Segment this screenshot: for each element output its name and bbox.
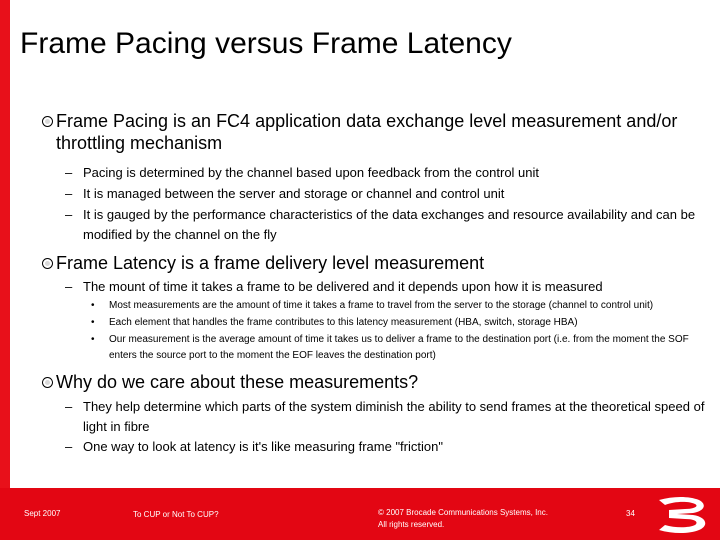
bullet-frame-pacing: [56, 110, 706, 154]
sub-bullet-text: They help determine which parts of the system diminish the ability to send frames at the theoretical speed of light in fibre: [83, 399, 705, 434]
sub-sub-bullet-text: Each element that handles the frame contributes to this latency measurement (HBA, switch, storage HBA): [109, 317, 578, 328]
footer-copyright: [378, 507, 568, 531]
footer-date: Sept 2007: [24, 509, 61, 518]
bullet-text: Frame Latency is a frame delivery level measurement: [56, 253, 485, 273]
sub-bullet: [65, 277, 708, 297]
sub-bullet-text: It is managed between the server and storage or channel and control unit: [83, 186, 505, 201]
bullet-icon: [42, 377, 53, 388]
sub-sub-bullet: [91, 298, 711, 314]
sub-bullet-text: One way to look at latency is it's like measuring frame "friction": [83, 439, 443, 454]
sub-sub-bullet-text: Our measurement is the average amount of time it takes us to deliver a frame to the destination port (i.e. from the moment the SOF enters the source port to the moment the EOF leaves the destination port): [109, 334, 689, 361]
sub-bullet-text: The mount of time it takes a frame to be delivered and it depends upon how it is measured: [83, 279, 603, 294]
dash-marker: –: [65, 186, 73, 201]
sub-bullet: [65, 205, 708, 245]
dash-marker: –: [65, 399, 73, 414]
left-accent-bar: [0, 0, 10, 488]
bullet-icon: [42, 258, 53, 269]
sub-bullet: [65, 397, 708, 437]
dot-marker: •: [91, 317, 95, 328]
dot-marker: •: [91, 334, 95, 345]
bullet-frame-latency: [56, 252, 706, 274]
footer-presentation-title: To CUP or Not To CUP?: [133, 510, 219, 519]
dash-marker: –: [65, 207, 73, 222]
sub-bullet: [65, 184, 708, 204]
dash-marker: –: [65, 279, 73, 294]
dash-marker: –: [65, 165, 73, 180]
sub-sub-bullet: [91, 315, 711, 331]
sub-bullet: [65, 437, 708, 457]
page-number: 34: [626, 509, 635, 518]
sub-bullet: [65, 163, 708, 183]
bullet-text: Frame Pacing is an FC4 application data exchange level measurement and/or throttling mechanism: [56, 111, 678, 153]
sub-sub-bullet-text: Most measurements are the amount of time it takes a frame to travel from the server to the storage (channel to control unit): [109, 300, 654, 311]
copyright-line-1: © 2007 Brocade Communications Systems, Inc.: [378, 508, 548, 517]
dash-marker: –: [65, 439, 73, 454]
sub-bullet-text: It is gauged by the performance characteristics of the data exchanges and resource availability and can be modified by the channel on the fly: [83, 207, 696, 242]
dot-marker: •: [91, 300, 95, 311]
copyright-line-2: All rights reserved.: [378, 520, 445, 529]
sub-bullet-text: Pacing is determined by the channel based upon feedback from the control unit: [83, 165, 540, 180]
bullet-icon: [42, 116, 53, 127]
brocade-b-logo-icon: [655, 494, 711, 536]
footer-bar: [0, 488, 720, 540]
bullet-text: Why do we care about these measurements?: [56, 372, 419, 392]
slide-title: Frame Pacing versus Frame Latency: [20, 27, 512, 60]
sub-sub-bullet: [91, 332, 711, 364]
bullet-why-care: [56, 371, 706, 393]
